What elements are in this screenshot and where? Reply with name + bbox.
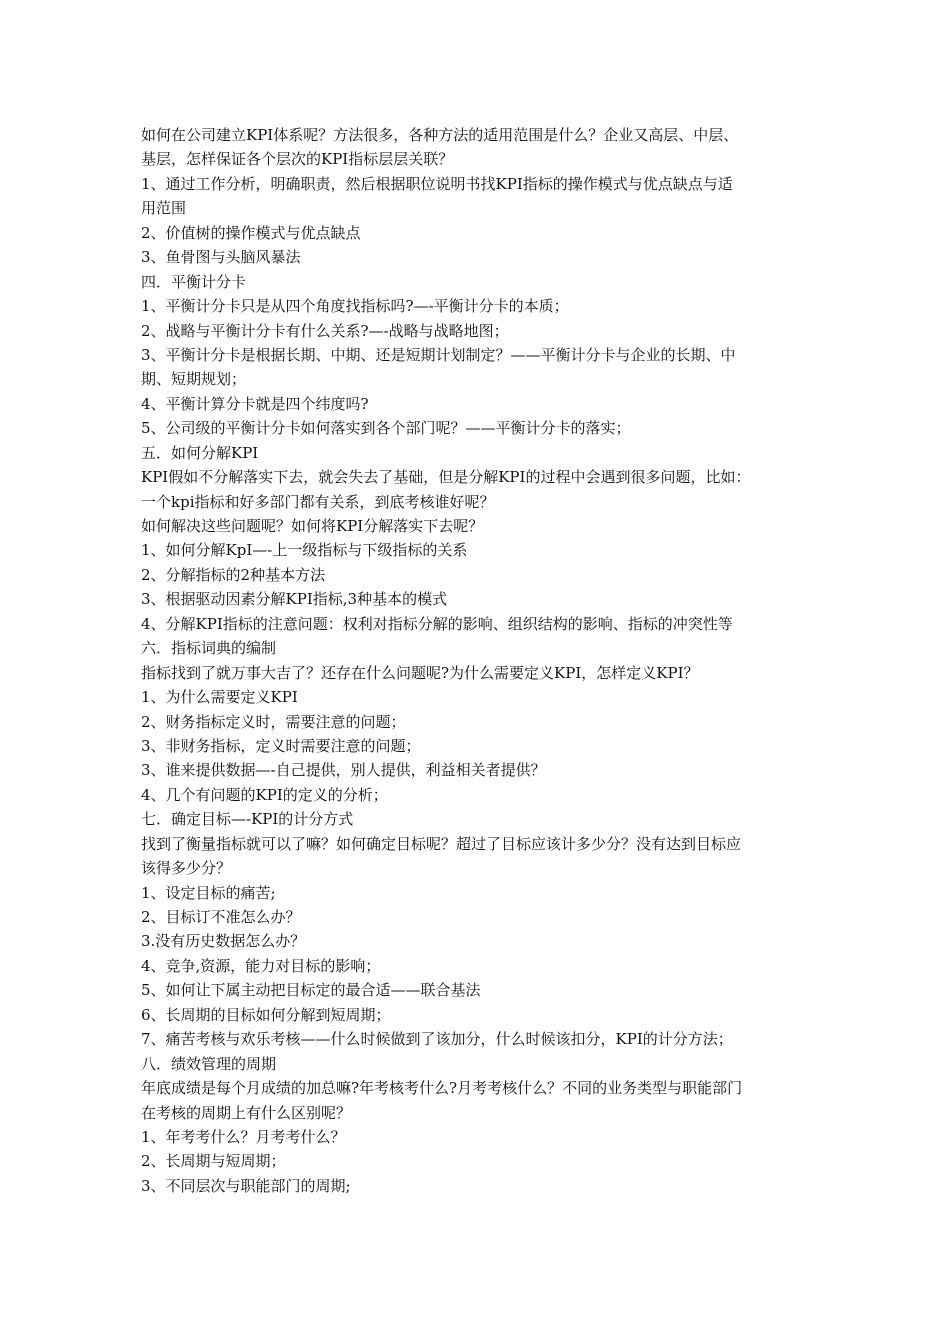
text-line: 用范围 [141,199,187,218]
document-body [141,123,831,1198]
text-line: 如何解决这些问题呢？如何将KPI分解落实下去呢？ [141,517,484,535]
text-line: 1、为什么需要定义KPI [141,688,298,707]
text-line: KPI假如不分解落实下去，就会失去了基础，但是分解KPI的过程中会遇到很多问题，比如： [141,468,751,487]
text-line: 基层，怎样保证各个层次的KPI指标层层关联？ [141,150,454,169]
text-line: 2、分解指标的2种基本方法 [141,565,326,584]
text-line: 4、竞争,资源，能力对目标的影响； [141,956,381,975]
text-line: 3、谁来提供数据—-自己提供，别人提供，利益相关者提供？ [141,761,546,780]
text-line: 3、鱼骨图与头脑风暴法 [141,248,301,267]
text-line: 1、通过工作分析，明确职责，然后根据职位说明书找KPI指标的操作模式与优点缺点与适 [141,174,733,193]
text-line: 四．平衡计分卡 [141,272,247,291]
text-line: 五．如何分解KPI [141,443,259,462]
text-line: 如何在公司建立KPI体系呢？方法很多，各种方法的适用范围是什么？企业又高层、中层、 [141,126,739,144]
text-line: 在考核的周期上有什么区别呢？ [141,1103,352,1122]
text-line: 6、长周期的目标如何分解到短周期； [141,1005,391,1024]
text-line: 5、公司级的平衡计分卡如何落实到各个部门呢？——平衡计分卡的落实； [141,419,631,438]
text-line: 六．指标词典的编制 [141,639,277,658]
text-line: 一个kpi指标和好多部门都有关系，到底考核谁好呢？ [141,492,495,511]
text-line: 3、不同层次与职能部门的周期; [141,1176,351,1195]
text-line: 1、平衡计分卡只是从四个角度找指标吗?—-平衡计分卡的本质； [141,297,569,316]
text-line: 2、价值树的操作模式与优点缺点 [141,223,361,242]
text-line: 期、短期规划； [141,370,247,389]
text-line: 3、平衡计分卡是根据长期、中期、还是短期计划制定？——平衡计分卡与企业的长期、中 [141,345,736,364]
text-line: 2、目标订不准怎么办？ [141,908,301,926]
text-line: 4、几个有问题的KPI的定义的分析； [141,785,388,804]
text-line: 2、长周期与短周期； [141,1152,286,1171]
text-line: 2、财务指标定义时，需要注意的问题； [141,712,406,731]
text-line: 八．绩效管理的周期 [141,1054,277,1073]
text-line: 指标找到了就万事大吉了？还存在什么问题呢?为什么需要定义KPI，怎样定义KPI？ [141,663,699,682]
text-line: 七．确定目标—-KPI的计分方式 [141,810,354,829]
text-line: 找到了衡量指标就可以了嘛？如何确定目标呢？超过了目标应该计多少分？没有达到目标应 [141,834,742,853]
text-line: 2、战略与平衡计分卡有什么关系?—-战略与战略地图； [141,321,509,340]
text-line: 3.没有历史数据怎么办？ [141,932,306,951]
text-line: 5、如何让下属主动把目标定的最合适——联合基法 [141,981,481,1000]
text-line: 1、如何分解KpI—-上一级指标与下级指标的关系 [141,541,468,560]
text-line: 1、设定目标的痛苦; [141,883,276,902]
text-line: 4、分解KPI指标的注意问题：权利对指标分解的影响、组织结构的影响、指标的冲突性等 [141,614,733,633]
text-line: 1、年考考什么？月考考什么？ [141,1127,346,1146]
text-line: 7、痛苦考核与欢乐考核——什么时候做到了该加分，什么时候该扣分，KPI的计分方法； [141,1030,733,1049]
text-line: 3、根据驱动因素分解KPI指标,3种基本的模式 [141,590,448,609]
text-line: 年底成绩是每个月成绩的加总嘛?年考核考什么?月考考核什么？不同的业务类型与职能部门 [141,1079,743,1098]
text-line: 4、平衡计算分卡就是四个纬度吗? [141,394,369,413]
text-line: 该得多少分？ [141,859,232,878]
text-line: 3、非财务指标，定义时需要注意的问题； [141,736,421,755]
